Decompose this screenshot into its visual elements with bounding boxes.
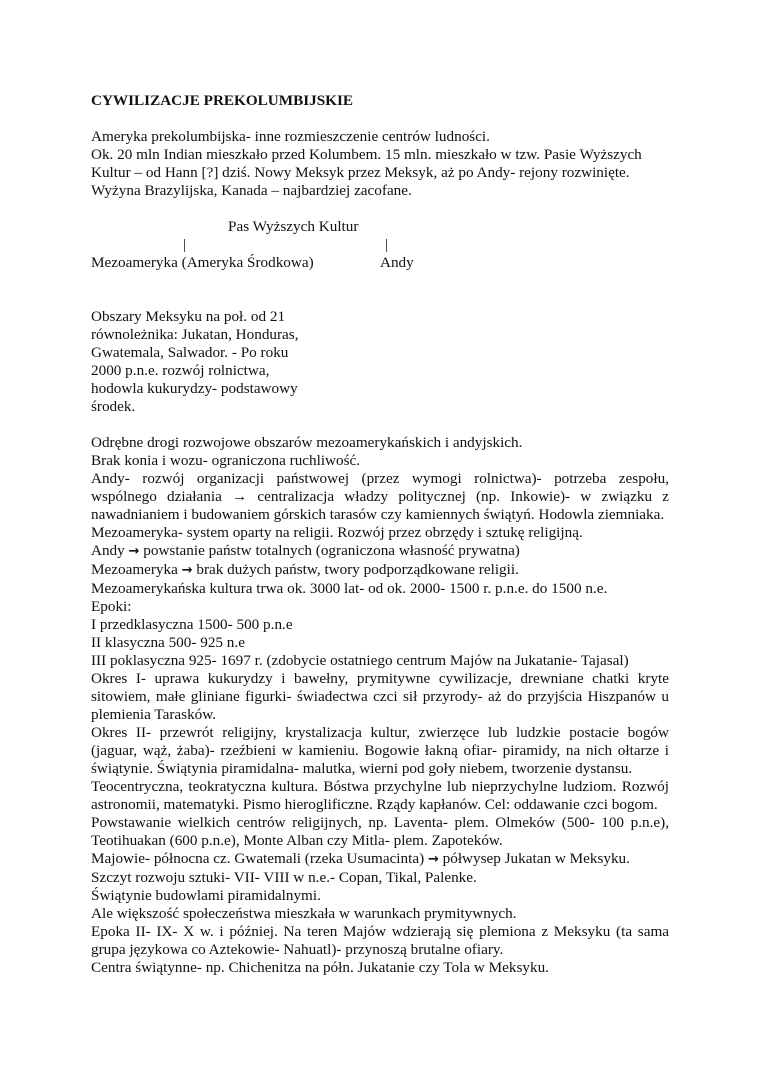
epoch-item: III poklasyczna 925- 1697 r. (zdobycie ostatniego centrum Majów na Jukatanie- Tajasal) xyxy=(91,652,629,669)
mesoamerica-description xyxy=(91,308,306,416)
paragraph: Mezoamerykańska kultura trwa ok. 3000 lat- od ok. 2000- 1500 r. p.n.e. do 1500 n.e. xyxy=(91,580,608,597)
paragraph: Powstawanie wielkich centrów religijnych, np. Laventa- plem. Olmeków (500- 100 p.n.e), Teotihuakan (600 p.n.e), Monte Alban czy Mitla- plem. Zapoteków. xyxy=(91,814,669,849)
paragraph: Okres I- uprawa kukurydzy i bawełny, prymitywne cywilizacje, drewniane chatki kryte sitowiem, małe gliniane figurki- świadectwa czci sił przyrody- aż do przyjścia Hiszpanów u plemienia Tarasków. xyxy=(91,670,669,723)
paragraph: Centra świątynne- np. Chichenitza na półn. Jukatanie czy Tola w Meksyku. xyxy=(91,959,549,976)
paragraph xyxy=(91,850,669,869)
intro-line: Wyżyna Brazylijska, Kanada – najbardziej zacofane. xyxy=(91,182,412,199)
description-line: Gwatemala, Salwador. - Po roku xyxy=(91,344,289,361)
arrow-right-icon: → xyxy=(427,852,439,867)
diagram-connector-right: | xyxy=(385,236,389,253)
paragraph-text: brak dużych państw, twory podporządkowane religii. xyxy=(196,561,519,578)
document-body xyxy=(91,92,669,977)
diagram-branch-andes: Andy xyxy=(380,254,414,271)
paragraph: Odrębne drogi rozwojowe obszarów mezoamerykańskich i andyjskich. xyxy=(91,434,523,451)
spacer xyxy=(91,200,669,218)
arrow-right-icon: → xyxy=(181,563,193,578)
paragraph: Okres II- przewrót religijny, krystalizacja kultur, zwierzęce lub ludzkie postacie bogów (jaguar, wąż, żaba)- rzeźbieni w kamieniu. Bogowie łakną ofiar- piramidy, na nich ołtarze i świątynie. Świątynia piramidalna- malutka, wierni pod goły niebem, tworzenie dystansu. xyxy=(91,724,669,777)
paragraph xyxy=(91,561,669,580)
paragraph: Szczyt rozwoju sztuki- VII- VIII w n.e.- Copan, Tikal, Palenke. xyxy=(91,869,477,886)
description-line: 2000 p.n.e. rozwój rolnictwa, xyxy=(91,362,270,379)
paragraph: Andy- rozwój organizacji państwowej (przez wymogi rolnictwa)- potrzeba zespołu, wspólnego działania → centralizacja władzy politycznej (np. Inkowie)- w związku z nawadnianiem i budowaniem górskich tarasów czy kamiennych świątyń. Hodowla ziemniaka. xyxy=(91,470,669,523)
document-title: CYWILIZACJE PREKOLUMBIJSKIE xyxy=(91,92,354,109)
description-line: Obszary Meksyku na poł. od 21 xyxy=(91,308,286,325)
paragraph: Teocentryczna, teokratyczna kultura. Bóstwa przychylne lub nieprzychylne ludziom. Rozwój astronomii, matematyki. Pismo hieroglificzne. Rządy kapłanów. Cel: oddawanie czci bogom. xyxy=(91,778,669,813)
paragraph-text: powstanie państw totalnych (ograniczona własność prywatna) xyxy=(143,542,520,559)
intro-line: Ameryka prekolumbijska- inne rozmieszczenie centrów ludności. xyxy=(91,128,490,145)
diagram-branch-mesoamerica: Mezoameryka (Ameryka Środkowa) xyxy=(91,254,314,271)
arrow-right-icon: → xyxy=(128,544,140,559)
paragraph-text: Majowie- północna cz. Gwatemali (rzeka Usumacinta) xyxy=(91,850,425,867)
paragraph-text: półwysep Jukatan w Meksyku. xyxy=(442,850,630,867)
spacer xyxy=(91,110,669,128)
epoch-item: II klasyczna 500- 925 n.e xyxy=(91,634,245,651)
paragraph: Mezoameryka- system oparty na religii. Rozwój przez obrzędy i sztukę religijną. xyxy=(91,524,583,541)
paragraph xyxy=(91,542,669,561)
paragraph-subject: Andy xyxy=(91,542,125,559)
description-line: hodowla kukurydzy- podstawowy xyxy=(91,380,298,397)
description-line: równoleżnika: Jukatan, Honduras, xyxy=(91,326,299,343)
diagram-connector-left: | xyxy=(183,236,187,253)
intro-line: Kultur – od Hann [?] dziś. Nowy Meksyk przez Meksyk, aż po Andy- rejony rozwinięte. xyxy=(91,164,630,181)
paragraph: Brak konia i wozu- ograniczona ruchliwość. xyxy=(91,452,361,469)
description-line: środek. xyxy=(91,398,136,415)
paragraph: Epoki: xyxy=(91,598,132,615)
diagram-heading: Pas Wyższych Kultur xyxy=(228,218,359,235)
culture-diagram xyxy=(91,218,669,308)
intro-line: Ok. 20 mln Indian mieszkało przed Kolumbem. 15 mln. mieszkało w tzw. Pasie Wyższych xyxy=(91,146,642,163)
paragraph: Świątynie budowlami piramidalnymi. xyxy=(91,887,321,904)
spacer xyxy=(91,416,669,434)
paragraph-subject: Mezoameryka xyxy=(91,561,178,578)
paragraph: Epoka II- IX- X w. i później. Na teren Majów wdzierają się plemiona z Meksyku (ta sama grupa językowa co Aztekowie- Nahuatl)- przynoszą brutalne ofiary. xyxy=(91,923,669,958)
epoch-item: I przedklasyczna 1500- 500 p.n.e xyxy=(91,616,293,633)
paragraph: Ale większość społeczeństwa mieszkała w warunkach prymitywnych. xyxy=(91,905,517,922)
